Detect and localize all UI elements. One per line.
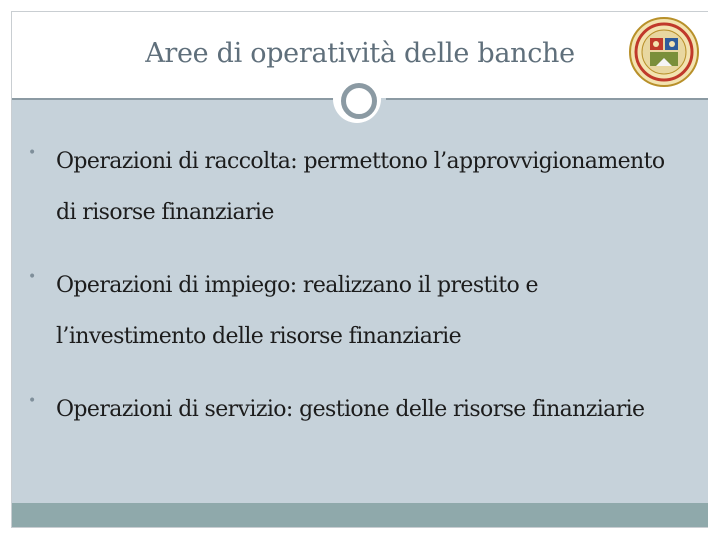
- list-item: [28, 384, 688, 435]
- divider-line-left: [12, 98, 342, 100]
- bullet-icon: •: [28, 393, 37, 409]
- university-seal-icon: [628, 16, 700, 88]
- bullet-text: Operazioni di impiego: realizzano il prestito e l’investimento delle risorse finanziarie: [56, 273, 538, 349]
- divider-line-right: [386, 98, 708, 100]
- bullet-icon: •: [28, 145, 37, 161]
- bullet-icon: •: [28, 269, 37, 285]
- divider-circle-icon: [341, 83, 377, 119]
- bullet-text: Operazioni di servizio: gestione delle risorse finanziarie: [56, 397, 645, 422]
- bottom-bar: [12, 503, 708, 527]
- bullet-text: Operazioni di raccolta: permettono l’approvvigionamento di risorse finanziarie: [56, 149, 665, 225]
- list-item: [28, 260, 688, 362]
- slide-title: Aree di operatività delle banche: [145, 38, 575, 69]
- list-item: [28, 136, 688, 238]
- bullet-list: [28, 136, 688, 457]
